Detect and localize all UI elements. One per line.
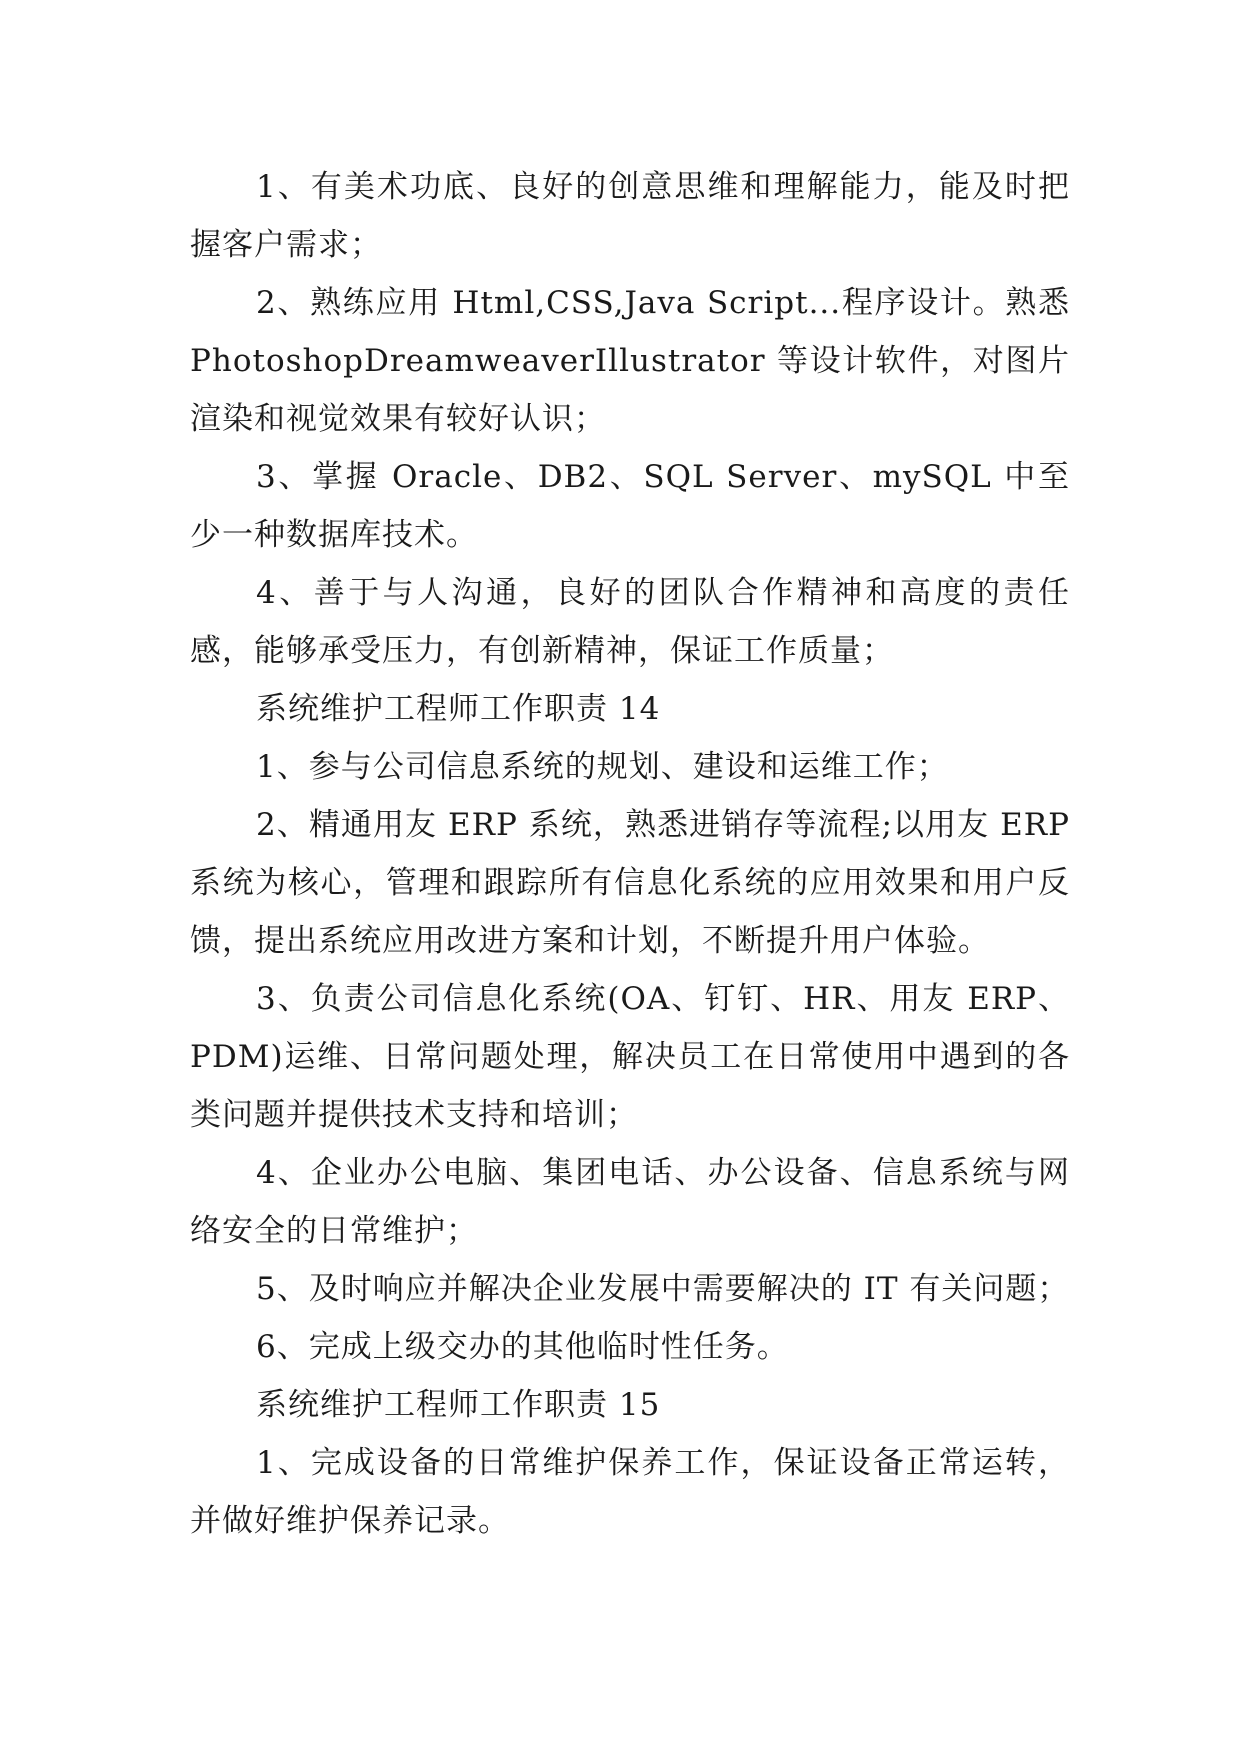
paragraph-5: 1、参与公司信息系统的规划、建设和运维工作； [256,749,949,785]
paragraph-7: 3、负责公司信息化系统(OA、钉钉、HR、用友 ERP、PDM)运维、日常问题处理，解决员工在日常使用中遇到的各类问题并提供技术支持和培训； [190,981,1070,1133]
section-heading-14: 系统维护工程师工作职责 14 [256,691,661,727]
paragraph-10: 6、完成上级交办的其他临时性任务。 [256,1329,789,1365]
paragraph-8: 4、企业办公电脑、集团电话、办公设备、信息系统与网络安全的日常维护； [190,1155,1070,1249]
section-heading-15: 系统维护工程师工作职责 15 [256,1387,661,1423]
paragraph-1: 1、有美术功底、良好的创意思维和理解能力，能及时把握客户需求； [190,169,1070,263]
paragraph-2: 2、熟练应用 Html,CSS,Java Script...程序设计。熟悉 PhotoshopDreamweaverIllustrator 等设计软件，对图片渲染和视觉效果有较好认识； [190,285,1070,437]
paragraph-9: 5、及时响应并解决企业发展中需要解决的 IT 有关问题； [256,1271,1070,1307]
document-body [190,158,1070,1550]
paragraph-6: 2、精通用友 ERP 系统，熟悉进销存等流程;以用友 ERP 系统为核心，管理和跟踪所有信息化系统的应用效果和用户反馈，提出系统应用改进方案和计划，不断提升用户体验。 [190,807,1070,959]
paragraph-3: 3、掌握 Oracle、DB2、SQL Server、mySQL 中至少一种数据库技术。 [190,459,1070,553]
paragraph-4: 4、善于与人沟通，良好的团队合作精神和高度的责任感，能够承受压力，有创新精神，保证工作质量； [190,575,1070,669]
paragraph-11: 1、完成设备的日常维护保养工作，保证设备正常运转，并做好维护保养记录。 [190,1445,1070,1539]
